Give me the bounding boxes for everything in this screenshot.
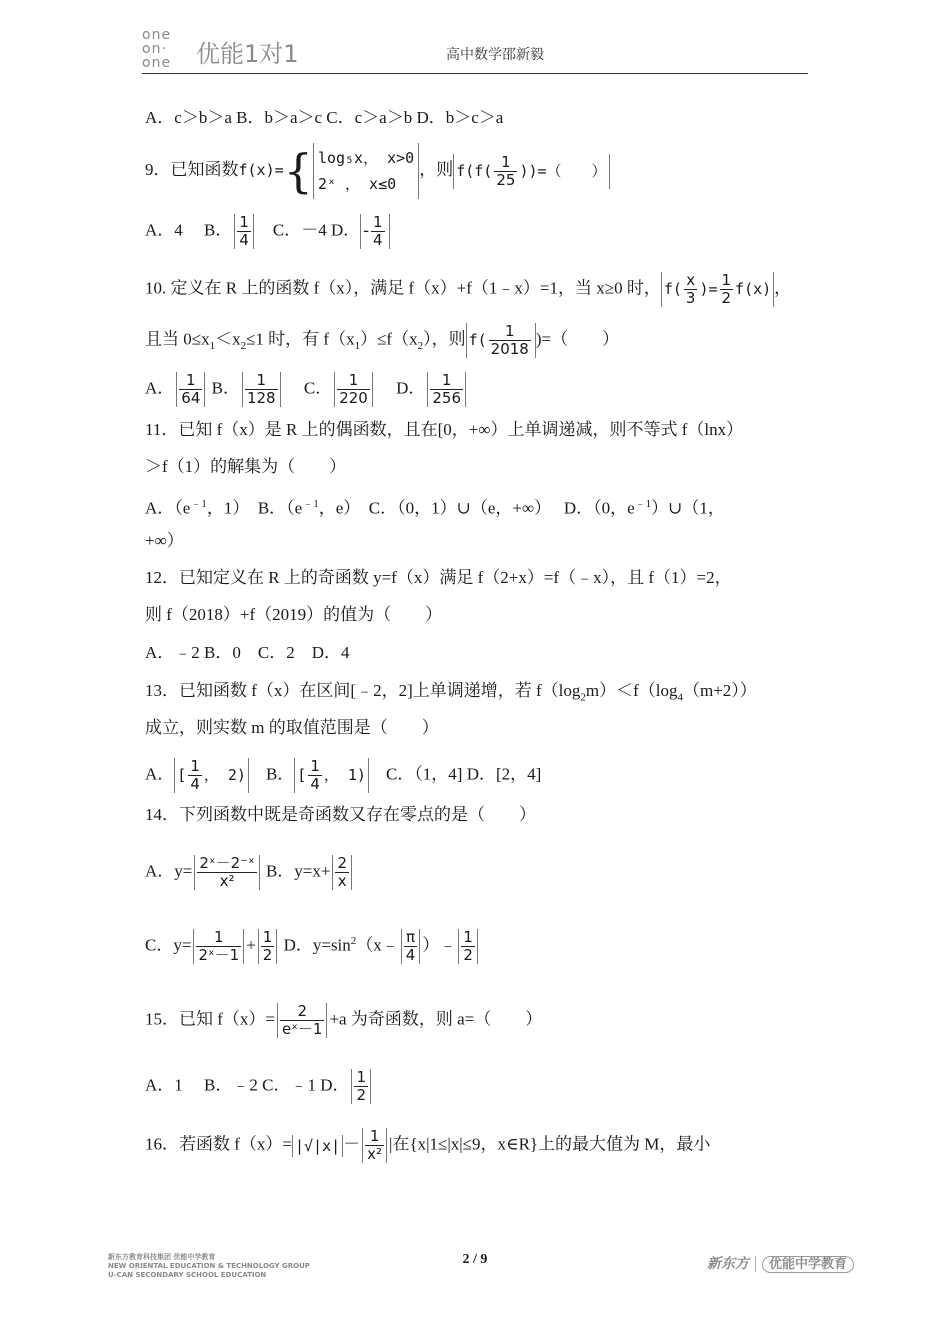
- denominator: 2ˣ－1: [198, 946, 240, 964]
- option-label: C．y=: [145, 935, 192, 955]
- q10-expression: [466, 323, 536, 358]
- text: ）∪（1，: [651, 498, 725, 518]
- q9-fraction: [494, 154, 517, 189]
- question-16: [145, 1128, 710, 1163]
- numerator: 1: [179, 372, 202, 390]
- denominator: 2: [463, 946, 473, 964]
- denominator: 64: [181, 389, 201, 407]
- question-13-line-2: 成立，则实数 m 的取值范围是（ ）: [145, 718, 439, 737]
- fraction: [371, 214, 385, 249]
- text: )=（ ）: [535, 329, 620, 349]
- option-d-fraction: [427, 372, 466, 407]
- q10-options: [145, 372, 468, 407]
- option-c-fraction: [193, 929, 244, 964]
- q10-condition: [661, 272, 774, 307]
- denominator: 25: [496, 170, 516, 189]
- logo-line: one: [142, 55, 172, 71]
- option-c-fraction-2: [258, 929, 278, 964]
- q11-options-wrap: +∞）: [145, 531, 184, 550]
- question-13-line-1: [145, 680, 757, 708]
- q9-expr-right: ))=（ ）: [519, 161, 607, 180]
- q15-fraction: [277, 1003, 327, 1038]
- text: ，e） C．（0，1）∪（e，+∞） D．（0，e: [318, 498, 635, 518]
- text: ， 2): [203, 766, 246, 784]
- option-b-interval: [294, 758, 369, 793]
- question-15: [145, 1003, 542, 1038]
- text: ）﹣: [422, 935, 457, 955]
- denominator: 4: [310, 775, 320, 793]
- superscript: 2: [350, 934, 357, 947]
- option-c-fraction: [334, 372, 373, 407]
- denominator: x²: [367, 1145, 383, 1163]
- one-on-one-logo: [142, 28, 188, 72]
- denominator: 256: [432, 389, 462, 407]
- numerator: 1: [430, 372, 463, 390]
- numerator: 1: [463, 928, 473, 946]
- fraction: [489, 323, 531, 358]
- q15-options: [145, 1069, 373, 1104]
- denominator: eˣ－1: [282, 1020, 323, 1038]
- option-b-fraction: [242, 372, 281, 407]
- question-12-line-2: 则 f（2018）+f（2019）的值为（ ）: [145, 605, 443, 624]
- numerator: 2: [280, 1003, 324, 1021]
- logo-line: on·: [142, 41, 167, 57]
- option-label: D．: [374, 378, 426, 398]
- plus-sign: +: [246, 935, 256, 955]
- q9-option-c: C．－4 D．: [255, 220, 361, 240]
- question-9: [145, 143, 610, 199]
- option-label: B．: [248, 764, 295, 784]
- header-title: 高中数学邵新毅: [446, 48, 544, 63]
- q9-option-b-fraction: [234, 214, 254, 249]
- option-label: A．y=: [145, 861, 193, 881]
- q8-options: A．c＞b＞a B．b＞a＞c C．c＞a＞b D．b＞c＞a: [145, 108, 504, 127]
- fraction: [308, 758, 322, 793]
- subscript: 1: [209, 339, 216, 352]
- option-a-fraction: [176, 372, 205, 407]
- footer-line: 新东方教育科技集团 优能中学教育: [108, 1253, 216, 1261]
- logo-line: one: [142, 27, 172, 43]
- question-10-line-2: [145, 323, 619, 358]
- text: 13．已知函数 f（x）在区间[﹣2，2]上单调递增，若 f（log: [145, 681, 581, 700]
- numerator: 1: [310, 757, 320, 775]
- numerator: 1: [262, 928, 273, 946]
- minus-sign: -: [363, 220, 369, 240]
- q9-expression: [453, 154, 609, 189]
- fraction: [684, 272, 698, 307]
- text: ＜x: [215, 329, 241, 349]
- denominator: 2: [721, 289, 732, 307]
- superscript: ﹣1: [302, 498, 319, 510]
- numerator: 1: [356, 1068, 367, 1086]
- ucan-logo: 优能中学教育: [762, 1256, 854, 1273]
- subscript: 4: [677, 691, 683, 704]
- denominator: 128: [246, 389, 276, 407]
- denominator: x: [337, 872, 347, 890]
- q9-option-d-fraction: [360, 214, 389, 249]
- text: [: [177, 766, 187, 784]
- option-d-fraction-2: [458, 929, 478, 964]
- option-b-fraction: [332, 855, 352, 890]
- denominator: x²: [219, 872, 235, 890]
- text: m）＜f（log: [585, 681, 678, 700]
- text: ， 1): [323, 766, 366, 784]
- divider: [755, 1256, 756, 1272]
- text: 16．若函数 f（x）=: [145, 1134, 292, 1154]
- denominator: 2018: [490, 340, 529, 358]
- q11-options: [145, 493, 725, 520]
- footer-line: U-CAN SECONDARY SCHOOL EDUCATION: [108, 1271, 267, 1279]
- q9-options: [145, 214, 390, 249]
- text: f(x): [735, 280, 772, 298]
- denominator: 3: [685, 289, 696, 307]
- option-label: B．: [207, 378, 240, 398]
- q14-options-cd: [145, 929, 480, 964]
- piecewise-brace: {: [283, 144, 313, 198]
- denominator: 4: [372, 231, 383, 249]
- numerator: 2: [337, 854, 348, 872]
- option-label: C．: [282, 378, 333, 398]
- q10-text: 10. 定义在 R 上的函数 f（x），满足 f（x）+f（1﹣x）=1，当 x≥0 时，: [145, 278, 661, 298]
- fraction: [720, 272, 734, 307]
- option-d-fraction: [401, 929, 421, 964]
- question-11-line-1: 11．已知 f（x）是 R 上的偶函数，且在[0，+∞）上单调递减，则不等式 f（lnx）: [145, 420, 744, 439]
- numerator: 1: [721, 271, 732, 289]
- text: ≤1 时，有 f（x: [246, 329, 355, 349]
- q9-fx: f(x)=: [238, 160, 284, 179]
- comma: ，: [774, 278, 792, 298]
- text: ），则: [423, 329, 466, 349]
- superscript: ﹣1: [634, 498, 652, 510]
- question-12-line-1: 12．已知定义在 R 上的奇函数 y=f（x）满足 f（2+x）=f（﹣x），且 f（1）=2，: [145, 568, 732, 587]
- q9-case-2: 2ˣ ， x≤0: [317, 175, 397, 193]
- denominator: 2: [356, 1086, 367, 1104]
- q9-expr-left: f(f(: [456, 161, 493, 180]
- text: 且当 0≤x: [145, 329, 210, 349]
- text: f(: [663, 280, 682, 298]
- q12-options: A．﹣2 B．0 C．2 D．4: [145, 643, 350, 662]
- text: ，1） B．（e: [206, 498, 303, 518]
- numerator: 1: [245, 372, 278, 390]
- denominator: 4: [190, 775, 200, 793]
- numerator: 1: [190, 757, 200, 775]
- q9-case-1: log₅x， x>0: [317, 149, 415, 167]
- numerator: x: [684, 272, 698, 290]
- text: 15．已知 f（x）=: [145, 1009, 275, 1029]
- q13-options: [145, 758, 541, 793]
- q9-option-a: A．4 B．: [145, 220, 233, 240]
- subscript: 2: [240, 339, 247, 352]
- numerator: 1: [196, 929, 241, 947]
- text: f(: [468, 331, 487, 349]
- denominator: 220: [339, 389, 368, 407]
- question-14: 14．下列函数中既是奇函数又存在零点的是（ ）: [145, 805, 536, 824]
- minus-sign: －: [343, 1134, 361, 1154]
- denominator: 4: [405, 946, 416, 964]
- numerator: 1: [489, 323, 531, 341]
- subscript: 2: [417, 339, 424, 352]
- numerator: π: [404, 929, 418, 947]
- option-label: A．: [145, 764, 175, 784]
- fraction: [188, 758, 202, 793]
- numerator: 1: [337, 372, 370, 390]
- brand-name: 优能1对1: [196, 40, 299, 68]
- text: )=: [699, 280, 718, 298]
- footer-line: NEW ORIENTAL EDUCATION & TECHNOLOGY GROUP: [108, 1262, 310, 1270]
- question-10-line-1: [145, 272, 791, 307]
- superscript: ﹣1: [190, 498, 207, 510]
- denominator: 2: [262, 946, 273, 964]
- text: ）≤f（x: [360, 329, 418, 349]
- text: A．（e: [145, 498, 191, 518]
- xdf-logo: 新东方: [707, 1256, 749, 1272]
- numerator: 1: [239, 213, 249, 231]
- q14-options-ab: [145, 855, 354, 890]
- numerator: 1: [365, 1128, 384, 1146]
- options-c-d: C．（1，4] D．[2，4]: [368, 764, 542, 784]
- option-label: A．: [145, 378, 175, 398]
- option-a-interval: [174, 758, 249, 793]
- subscript: 2: [580, 691, 586, 704]
- header-divider: [142, 73, 808, 74]
- option-label: D．y=sin: [279, 935, 351, 955]
- page-number: 2 / 9: [462, 1252, 488, 1267]
- footer-brand-logos: [707, 1253, 854, 1273]
- q16-fraction: [362, 1128, 387, 1163]
- text: （m+2））: [682, 681, 757, 700]
- q9-then: ，则: [419, 159, 454, 179]
- option-label: B．y=x+: [261, 861, 331, 881]
- option-a-fraction: [194, 855, 259, 890]
- q16-root-expression: |√|x|: [292, 1135, 343, 1157]
- text: A．1 B．﹣2 C．﹣1 D．: [145, 1075, 350, 1095]
- numerator: 1: [494, 154, 517, 172]
- text: +a 为奇函数，则 a=（ ）: [329, 1009, 543, 1029]
- option-d-fraction: [351, 1069, 371, 1104]
- page-header: [142, 22, 808, 76]
- text: [: [297, 766, 307, 784]
- text: （x﹣: [356, 935, 399, 955]
- numerator: 1: [372, 213, 383, 231]
- numerator: 2ˣ－2⁻ˣ: [199, 854, 255, 872]
- denominator: 4: [239, 231, 249, 249]
- q9-piecewise: [313, 143, 419, 199]
- q9-prefix: 9．已知函数: [145, 159, 239, 179]
- text: |在{x|1≤|x|≤9，x∈R}上的最大值为 M，最小: [389, 1134, 711, 1154]
- question-11-line-2: ＞f（1）的解集为（ ）: [145, 457, 347, 476]
- subscript: 1: [354, 339, 361, 352]
